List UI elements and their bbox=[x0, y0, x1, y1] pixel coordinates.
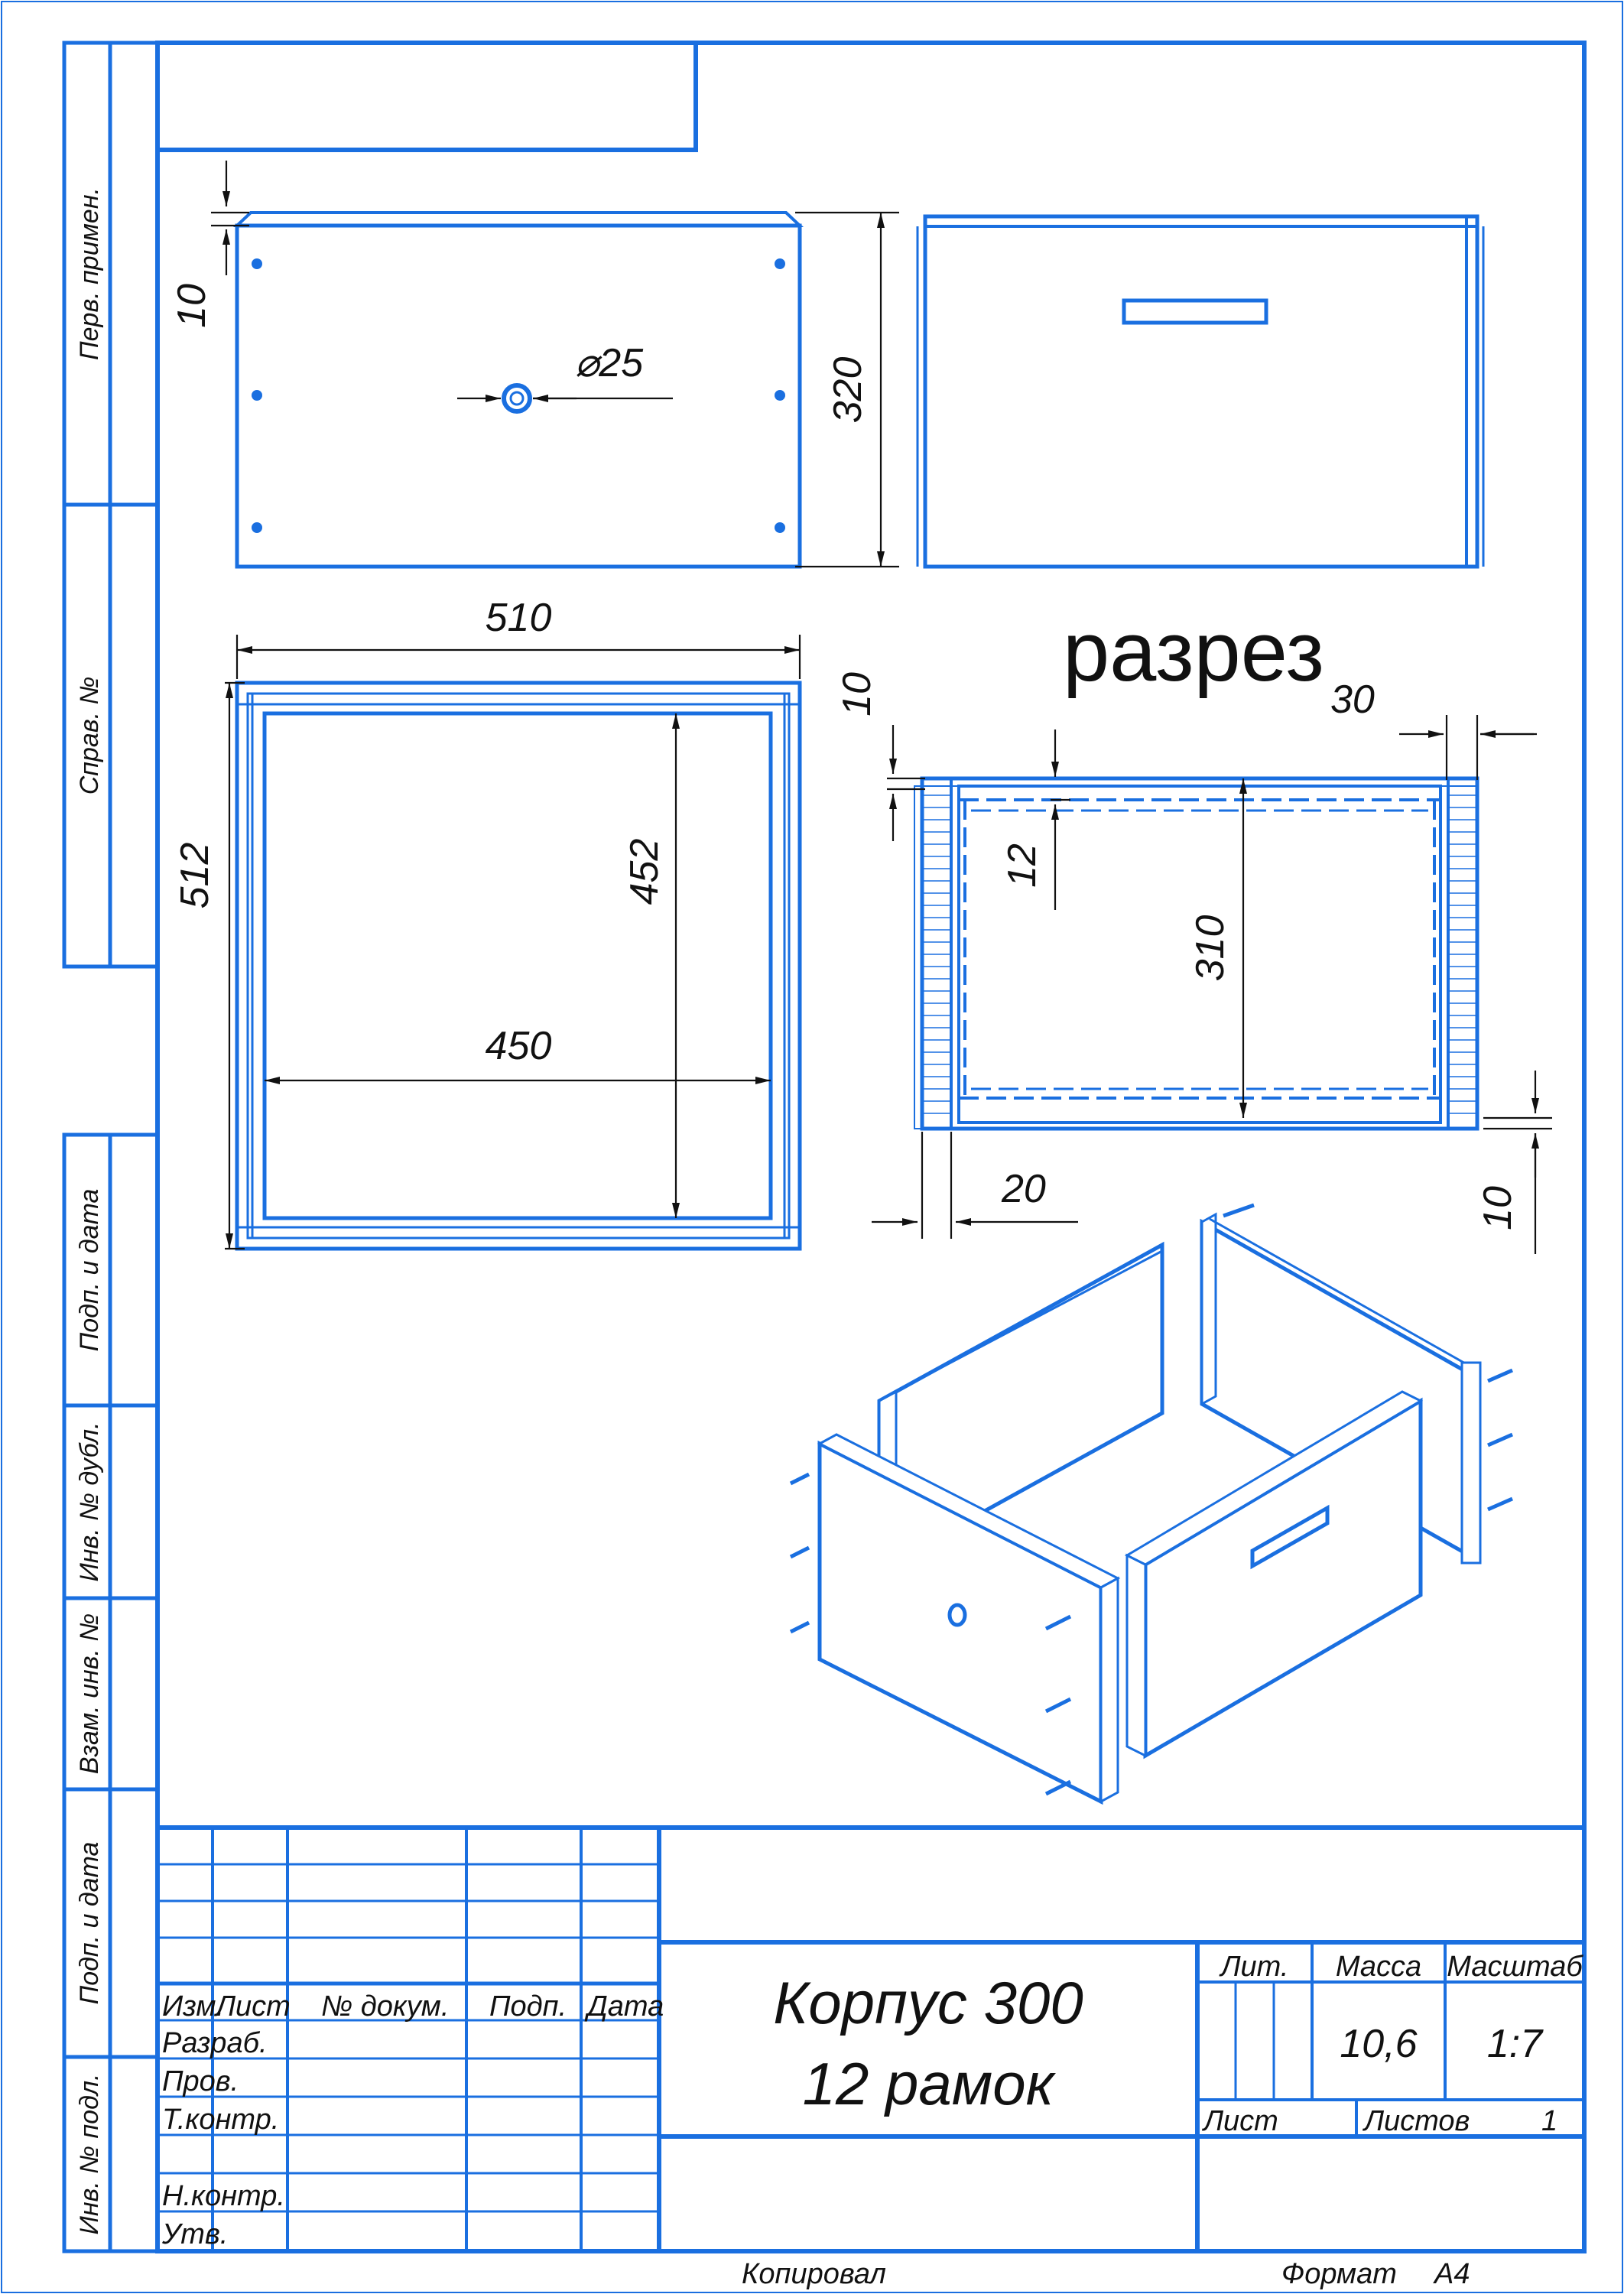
side-label-replace-inv: Взам. инв. № bbox=[75, 1613, 104, 1775]
front-right-wall bbox=[1145, 1401, 1421, 1756]
dim-width: 510 bbox=[485, 596, 552, 640]
role-developer: Разраб. bbox=[162, 2027, 268, 2059]
side-label-first-use: Перв. примен. bbox=[75, 187, 104, 360]
mass-value: 10,6 bbox=[1340, 2022, 1418, 2066]
side-label-orig-inv: Инв. № подл. bbox=[75, 2073, 104, 2235]
dim-inner-width: 450 bbox=[485, 1024, 552, 1068]
side-strip bbox=[64, 43, 158, 2251]
dim-depth: 512 bbox=[173, 842, 217, 909]
header-sheet: Лист bbox=[216, 1990, 291, 2023]
sheets-label: Листов bbox=[1364, 2105, 1470, 2137]
header-change: Изм. bbox=[162, 1990, 225, 2023]
side-label-reference: Справ. № bbox=[75, 676, 104, 795]
header-date: Дата bbox=[587, 1990, 664, 2023]
copied-label: Копировал bbox=[742, 2258, 886, 2290]
title-block bbox=[158, 1828, 1584, 2251]
lit-label: Лит. bbox=[1220, 1951, 1289, 1983]
format-value: A4 bbox=[1434, 2258, 1470, 2290]
dim-hole-diameter: ⌀25 bbox=[575, 341, 644, 385]
sheets-value: 1 bbox=[1541, 2105, 1558, 2137]
side-label-sign-date-1: Подп. и дата bbox=[75, 1188, 104, 1352]
side-label-sign-date-2: Подп. и дата bbox=[75, 1841, 104, 2005]
sheet-label: Лист bbox=[1203, 2105, 1278, 2137]
dim-inner-depth: 452 bbox=[622, 838, 667, 905]
side-label-dup-inv: Инв. № дубл. bbox=[75, 1422, 104, 1582]
format-label: Формат bbox=[1281, 2258, 1397, 2290]
drawing-title-line1: Корпус 300 bbox=[773, 1969, 1083, 2036]
drawing-title-line2: 12 рамок bbox=[802, 2050, 1054, 2117]
front-view bbox=[237, 213, 800, 567]
footer bbox=[742, 2258, 1470, 2290]
scale-label: Масштаб bbox=[1447, 1951, 1583, 1983]
header-doc-number: № докум. bbox=[321, 1990, 450, 2023]
mass-label: Масса bbox=[1335, 1951, 1422, 1983]
section-label: разрез bbox=[1063, 605, 1324, 699]
role-tech-control: Т.контр. bbox=[162, 2104, 280, 2136]
role-norm-control: Н.контр. bbox=[162, 2180, 285, 2212]
role-approved: Утв. bbox=[162, 2218, 229, 2250]
dim-height: 320 bbox=[826, 356, 870, 424]
dim-sect-bottom: 10 bbox=[1476, 1186, 1520, 1230]
role-checker: Пров. bbox=[162, 2065, 239, 2097]
dim-sect-top: 10 bbox=[835, 672, 879, 716]
top-view bbox=[237, 683, 800, 1249]
dim-sect-rebate: 30 bbox=[1330, 677, 1375, 722]
scale-value: 1:7 bbox=[1486, 2022, 1543, 2066]
exploded-isometric-view bbox=[791, 1205, 1512, 1802]
side-view bbox=[918, 216, 1483, 567]
top-left-stamp-box bbox=[158, 43, 696, 150]
dim-sect-wall: 20 bbox=[1002, 1167, 1046, 1211]
dim-sect-inner-height: 310 bbox=[1188, 915, 1233, 982]
dim-sect-ledge: 12 bbox=[1000, 843, 1044, 888]
dim-top-thickness: 10 bbox=[170, 284, 214, 328]
header-signature: Подп. bbox=[489, 1990, 567, 2023]
